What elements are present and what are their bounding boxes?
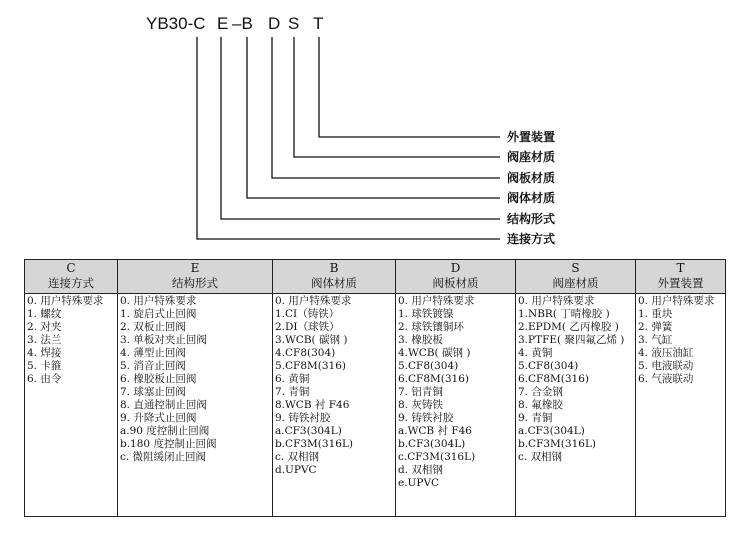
- option-item: 2. 对夹: [27, 321, 62, 333]
- column-header: [273, 260, 396, 294]
- callout-connection-type: 连接方式: [507, 232, 556, 246]
- callout-structure-type: 结构形式: [507, 212, 556, 226]
- column-header: [396, 260, 516, 294]
- option-item: 4.CF8(304): [275, 347, 336, 359]
- option-item: 5.CF8(304): [518, 360, 579, 372]
- option-item: c. 双相钢: [275, 451, 320, 463]
- callout-external-device: 外置装置: [507, 130, 556, 144]
- option-cell: [636, 294, 726, 517]
- option-item: 5. 卡箍: [27, 360, 62, 372]
- option-item: 0. 用户特殊要求: [518, 295, 595, 307]
- option-item: 6. 黄铜: [275, 373, 310, 385]
- option-item: 0. 用户特殊要求: [398, 295, 475, 307]
- model-code-prefix: YB30-C: [146, 14, 206, 33]
- option-item: 6. 橡胶板止回阀: [120, 373, 197, 385]
- table-header-row: [25, 260, 726, 294]
- column-title: 阀体材质: [311, 276, 357, 290]
- column-code: C: [66, 261, 76, 275]
- callout-body-material: 阀体材质: [507, 191, 556, 205]
- option-item: 4.WCB( 碳钢 ): [398, 347, 471, 359]
- leader-line-t: [319, 37, 500, 137]
- option-item: a.CF3(304L): [275, 425, 342, 437]
- column-header: [118, 260, 273, 294]
- code-breakdown-diagram: [0, 0, 750, 260]
- model-code-t: T: [313, 14, 324, 33]
- option-item: c. 双相钢: [518, 451, 563, 463]
- option-item: 4. 薄型止回阀: [120, 347, 186, 359]
- option-item: 4. 黄铜: [518, 347, 553, 359]
- column-code: B: [329, 261, 339, 275]
- column-code: T: [676, 261, 685, 275]
- leader-line-c: [197, 37, 500, 239]
- option-item: 8. 直通控制止回阀: [120, 399, 207, 411]
- option-item: 7. 球塞止回阀: [120, 386, 186, 398]
- option-item: 4. 焊接: [27, 347, 62, 359]
- option-item: 6.CF8M(316): [518, 373, 590, 385]
- option-item: 2. 双板止回阀: [120, 321, 186, 333]
- option-item: 3.WCB( 碳钢 ): [275, 334, 348, 346]
- leader-line-b: [247, 37, 500, 198]
- option-item: 8. 灰铸铁: [398, 399, 443, 411]
- option-cell: [118, 294, 273, 517]
- spec-table: [24, 259, 726, 517]
- column-header: [636, 260, 726, 294]
- option-item: a.WCB 衬 F46: [398, 425, 472, 437]
- option-item: 1.NBR( 丁晴橡胶 ): [518, 308, 610, 320]
- option-item: 1. 重块: [638, 308, 673, 320]
- option-cell: [25, 294, 118, 517]
- model-code-b: –B: [232, 14, 253, 33]
- model-code-e: E: [217, 14, 229, 33]
- column-title: 外置装置: [657, 276, 704, 290]
- option-item: b.CF3M(316L): [275, 438, 354, 450]
- option-item: 9. 青铜: [518, 412, 553, 424]
- option-item: 8.WCB 衬 F46: [275, 399, 350, 411]
- model-code-d: D: [268, 14, 281, 33]
- column-title: 结构形式: [172, 276, 218, 290]
- option-cell: [396, 294, 516, 517]
- option-item: 2. 弹簧: [638, 321, 673, 333]
- option-item: d. 双相钢: [398, 464, 443, 476]
- option-item: 3. 单板对夹止回阀: [120, 334, 207, 346]
- option-item: 7. 铝青铜: [398, 386, 443, 398]
- column-code: S: [571, 261, 580, 275]
- option-item: 9. 铸铁衬胶: [398, 412, 454, 424]
- table-body-row: [25, 294, 726, 517]
- column-title: 阀座材质: [552, 276, 599, 290]
- option-item: 1.CI（铸铁）: [275, 308, 340, 320]
- option-item: a.CF3(304L): [518, 425, 585, 437]
- option-item: 1. 球铁镀镍: [398, 308, 454, 320]
- option-cell: [516, 294, 636, 517]
- option-item: 7. 青铜: [275, 386, 310, 398]
- column-header: [516, 260, 636, 294]
- column-code: E: [190, 261, 200, 275]
- column-title: 阀板材质: [432, 276, 479, 290]
- option-item: 2.EPDM( 乙丙橡胶 ): [518, 321, 619, 333]
- option-item: d.UPVC: [275, 464, 317, 476]
- column-code: D: [450, 261, 461, 275]
- option-item: 0. 用户特殊要求: [120, 295, 197, 307]
- callout-disc-material: 阀板材质: [507, 171, 556, 185]
- option-item: 2.DI（球铁）: [275, 321, 340, 333]
- option-item: b.CF3M(316L): [518, 438, 597, 450]
- option-item: 6.CF8M(316): [398, 373, 470, 385]
- option-item: c.CF3M(316L): [398, 451, 476, 463]
- option-item: 9. 升降式止回阀: [120, 412, 197, 424]
- column-title: 连接方式: [48, 276, 94, 290]
- option-item: 5.CF8(304): [398, 360, 459, 372]
- option-item: 0. 用户特殊要求: [275, 295, 352, 307]
- leader-line-s: [294, 37, 500, 157]
- option-item: 3. 气缸: [638, 334, 673, 346]
- leader-line-e: [221, 37, 500, 219]
- option-item: 1. 螺纹: [27, 308, 62, 320]
- option-item: e.UPVC: [398, 477, 440, 489]
- model-code-s: S: [288, 14, 300, 33]
- option-item: 0. 用户特殊要求: [27, 295, 104, 307]
- option-item: a.90 度控制止回阀: [120, 425, 210, 437]
- option-item: 6. 气液联动: [638, 373, 694, 385]
- option-item: 6. 由令: [27, 373, 62, 385]
- option-item: 7. 合金钢: [518, 386, 563, 398]
- option-item: 5.CF8M(316): [275, 360, 347, 372]
- column-header: [25, 260, 118, 294]
- option-item: 8. 氟橡胶: [518, 399, 563, 411]
- option-cell: [273, 294, 396, 517]
- option-item: 4. 液压油缸: [638, 347, 694, 359]
- option-item: b.CF3(304L): [398, 438, 466, 450]
- option-item: 3.PTFE( 聚四氟乙烯 ): [518, 334, 625, 346]
- option-item: 1. 旋启式止回阀: [120, 308, 197, 320]
- option-item: c. 微阻缓闭止回阀: [120, 451, 207, 463]
- option-item: 5. 电液联动: [638, 360, 694, 372]
- option-item: 3. 法兰: [27, 334, 62, 346]
- option-item: 9. 铸铁衬胶: [275, 412, 331, 424]
- option-item: 2. 球铁镶铜环: [398, 321, 464, 333]
- option-item: 3. 橡胶板: [398, 334, 443, 346]
- option-item: 5. 消音止回阀: [120, 360, 186, 372]
- callout-seat-material: 阀座材质: [507, 150, 556, 164]
- option-item: 0. 用户特殊要求: [638, 295, 715, 307]
- option-item: b.180 度控制止回阀: [120, 438, 217, 450]
